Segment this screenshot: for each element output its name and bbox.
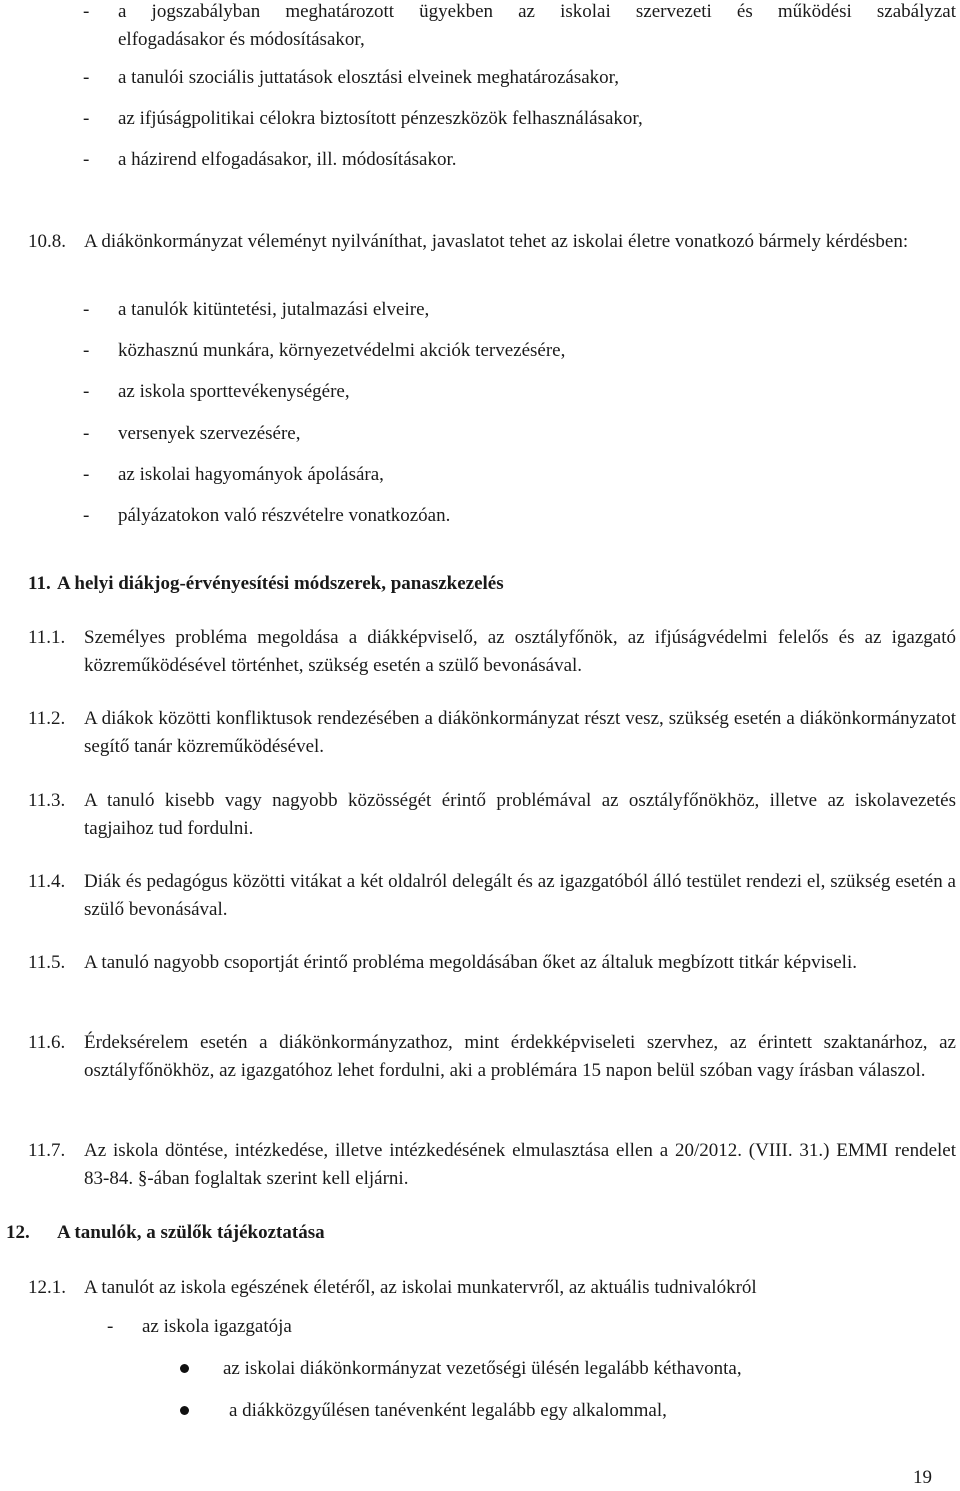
dash-marker: - (83, 505, 90, 526)
paragraph-number: 11.1. (28, 627, 66, 648)
list-item-text: versenyek szervezésére, (118, 423, 301, 444)
paragraph-text: Személyes probléma megoldása a diákképviselő, az osztályfőnök, az ifjúságvédelmi felelős és az igazgató közreműködésével történhet, szükség esetén a szülő bevonásával. (84, 627, 956, 676)
dash-marker: - (83, 423, 90, 444)
dash-marker: - (83, 340, 90, 361)
page-number: 19 (913, 1467, 932, 1488)
paragraph-number: 11.4. (28, 871, 66, 892)
paragraph-number: 11.2. (28, 708, 66, 729)
dash-marker: - (83, 67, 90, 88)
list-item-text: a tanulói szociális juttatások elosztási elveinek meghatározásakor, (118, 67, 619, 88)
dash-marker: - (83, 108, 90, 129)
section-heading-title: A helyi diákjog-érvényesítési módszerek, panaszkezelés (57, 573, 504, 594)
list-item-text: az iskola sporttevékenységére, (118, 381, 350, 402)
dash-marker: - (83, 464, 90, 485)
paragraph-number: 11.7. (28, 1140, 66, 1161)
paragraph-text: Diák és pedagógus közötti vitákat a két oldalról delegált és az igazgatóból álló testület rendezi el, szükség esetén a szülő bevonásával. (84, 871, 956, 920)
paragraph-text: A tanuló nagyobb csoportját érintő probléma megoldásában őket az általuk megbízott titkár képviseli. (84, 952, 857, 973)
paragraph-number: 11.5. (28, 952, 66, 973)
paragraph-number: 11.6. (28, 1032, 66, 1053)
dash-marker: - (107, 1316, 114, 1337)
section-heading-number: 11. (28, 573, 51, 594)
paragraph-text: A diákok közötti konfliktusok rendezésében a diákönkormányzat részt vesz, szükség esetén a diákönkormányzatot segítő tanár közreműködésével. (84, 708, 956, 757)
list-item-text: a tanulók kitüntetési, jutalmazási elveire, (118, 299, 430, 320)
list-item-text: elfogadásakor és módosításakor, (118, 29, 365, 50)
bullet-item-text: a diákközgyűlésen tanévenként legalább egy alkalommal, (229, 1400, 667, 1421)
paragraph-text: Érdeksérelem esetén a diákönkormányzathoz, mint érdekképviseleti szervhez, az érintett szaktanárhoz, az osztályfőnökhöz, az igazgatóhoz lehet fordulni, aki a problémára 15 napon belül szóban vagy írásban válaszol. (84, 1032, 956, 1081)
bullet-item-text: az iskolai diákönkormányzat vezetőségi ülésén legalább kéthavonta, (223, 1358, 742, 1379)
list-item-text: közhasznú munkára, környezetvédelmi akciók tervezésére, (118, 340, 566, 361)
dash-marker: - (83, 381, 90, 402)
list-item-text: a házirend elfogadásakor, ill. módosításakor. (118, 149, 457, 170)
dash-marker: - (83, 299, 90, 320)
section-number: 10.8. (28, 231, 66, 252)
paragraph-number: 12.1. (28, 1277, 66, 1298)
paragraph-text: A tanuló kisebb vagy nagyobb közösségét érintő problémával az osztályfőnökhöz, illetve az iskolavezetés tagjaihoz tud fordulni. (84, 790, 956, 839)
dash-marker: - (83, 149, 90, 170)
list-item-text: az iskola igazgatója (142, 1316, 292, 1337)
bullet-dot (180, 1406, 189, 1415)
list-item-text: az iskolai hagyományok ápolására, (118, 464, 384, 485)
paragraph-text: A diákönkormányzat véleményt nyilváníthat, javaslatot tehet az iskolai életre vonatkozó bármely kérdésben: (84, 231, 909, 252)
paragraph-number: 11.3. (28, 790, 66, 811)
paragraph-text: Az iskola döntése, intézkedése, illetve intézkedésének elmulasztása ellen a 20/2012. (VIII. 31.) EMMI rendelet 83-84. §-ában foglaltak szerint kell eljárni. (84, 1140, 956, 1189)
dash-marker: - (83, 1, 90, 22)
section-heading-number: 12. (6, 1222, 30, 1243)
list-item-text: az ifjúságpolitikai célokra biztosított pénzeszközök felhasználásakor, (118, 108, 643, 129)
list-item-text: pályázatokon való részvételre vonatkozóan. (118, 505, 451, 526)
paragraph-text: A tanulót az iskola egészének életéről, az iskolai munkatervről, az aktuális tudnivalókról (84, 1277, 757, 1298)
list-item-text: a jogszabályban meghatározott ügyekben az iskolai szervezeti és működési szabályzat (118, 1, 956, 22)
bullet-dot (180, 1364, 189, 1373)
section-heading-title: A tanulók, a szülők tájékoztatása (57, 1222, 325, 1243)
